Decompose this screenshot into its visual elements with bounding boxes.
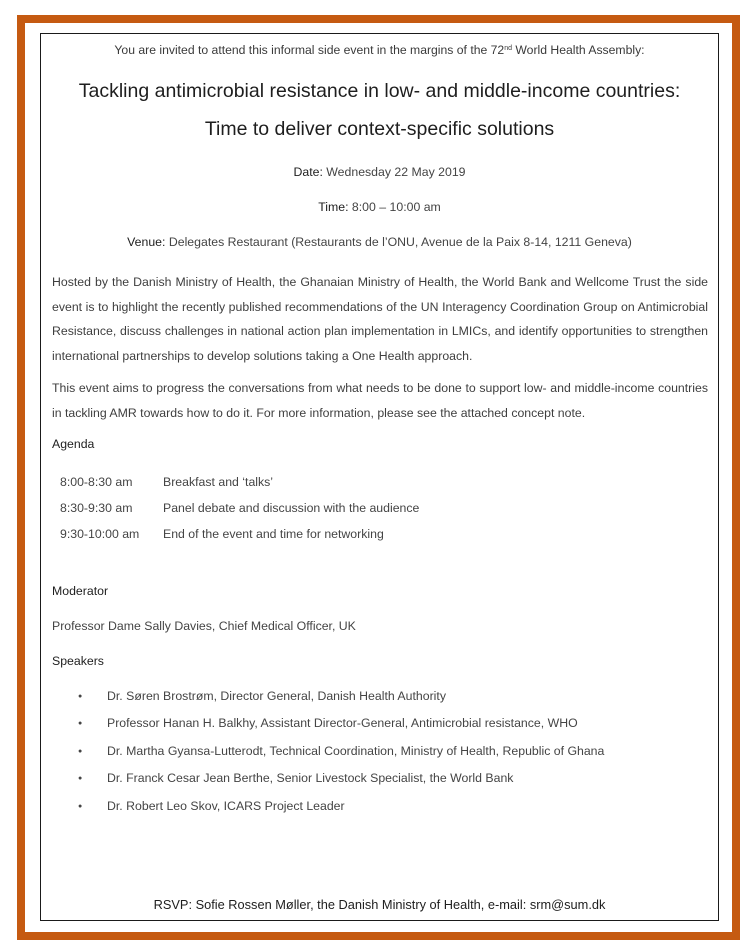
time-label: Time: (318, 200, 349, 214)
time-value: 8:00 – 10:00 am (348, 200, 441, 214)
invitation-intro (41, 43, 718, 57)
speaker-name: Professor Hanan H. Balkhy, Assistant Director-General, Antimicrobial resistance, WHO (107, 716, 578, 730)
ordinal-suffix: nd (504, 45, 513, 52)
bullet-icon: ● (78, 775, 83, 782)
agenda-time: 8:00-8:30 am (60, 475, 133, 489)
purpose-paragraph: This event aims to progress the conversations from what needs to be done to support low- and middle-income countries in tackling AMR towards how to do it. For more information, please see the attached concept note. (52, 381, 708, 420)
speaker-name: Dr. Robert Leo Skov, ICARS Project Leader (107, 799, 345, 813)
speaker-item (78, 799, 345, 813)
agenda-activity: Breakfast and ‘talks’ (163, 475, 274, 489)
invitation-card (40, 33, 719, 921)
description-paragraph: Hosted by the Danish Ministry of Health, the Ghanaian Ministry of Health, the World Bank and Wellcome Trust the side event is to highlight the recently published recommendations of the UN Interagency Coordination Group on Antimicrobial Resistance, discuss challenges in national action plan implementation in LMICs, and identify opportunities to strengthen international partnerships to develop solutions taking a One Health approach. (52, 275, 708, 363)
moderator-heading: Moderator (52, 584, 109, 598)
speaker-name: Dr. Søren Brostrøm, Director General, Danish Health Authority (107, 689, 446, 703)
speaker-item (78, 689, 446, 703)
rsvp-line: RSVP: Sofie Rossen Møller, the Danish Ministry of Health, e-mail: srm@sum.dk (153, 897, 606, 912)
agenda-activity: Panel debate and discussion with the audience (163, 501, 420, 515)
speaker-name: Dr. Franck Cesar Jean Berthe, Senior Livestock Specialist, the World Bank (107, 771, 514, 785)
invite-text: You are invited to attend this informal side event in the margins of the 72 (114, 43, 505, 57)
agenda-item (60, 501, 419, 515)
venue-label: Venue: (127, 235, 166, 249)
event-subtitle: Time to deliver context-specific solutions (204, 118, 555, 140)
agenda-item (60, 475, 273, 489)
event-title: Tackling antimicrobial resistance in low- and middle-income countries: (78, 80, 681, 102)
bullet-icon: ● (78, 720, 83, 727)
speakers-heading: Speakers (52, 654, 104, 668)
moderator-name: Professor Dame Sally Davies, Chief Medical Officer, UK (52, 619, 356, 633)
bullet-icon: ● (78, 693, 83, 700)
agenda-activity: End of the event and time for networking (163, 527, 384, 541)
speaker-item (78, 744, 604, 758)
invite-text-end: World Health Assembly: (512, 43, 645, 57)
agenda-item (60, 527, 384, 541)
bullet-icon: ● (78, 803, 83, 810)
date-label: Date: (293, 165, 323, 179)
date-value: Wednesday 22 May 2019 (322, 165, 466, 179)
event-date (41, 165, 718, 179)
agenda-time: 9:30-10:00 am (60, 527, 140, 541)
speaker-item (78, 716, 578, 730)
agenda-time: 8:30-9:30 am (60, 501, 133, 515)
bullet-icon: ● (78, 748, 83, 755)
speaker-name: Dr. Martha Gyansa-Lutterodt, Technical Coordination, Ministry of Health, Republic of Ghana (107, 744, 605, 758)
speaker-item (78, 771, 513, 785)
event-time (41, 200, 718, 214)
event-venue (41, 235, 718, 249)
venue-value: Delegates Restaurant (Restaurants de l’ONU, Avenue de la Paix 8-14, 1211 Geneva) (165, 235, 632, 249)
agenda-heading: Agenda (52, 437, 95, 451)
